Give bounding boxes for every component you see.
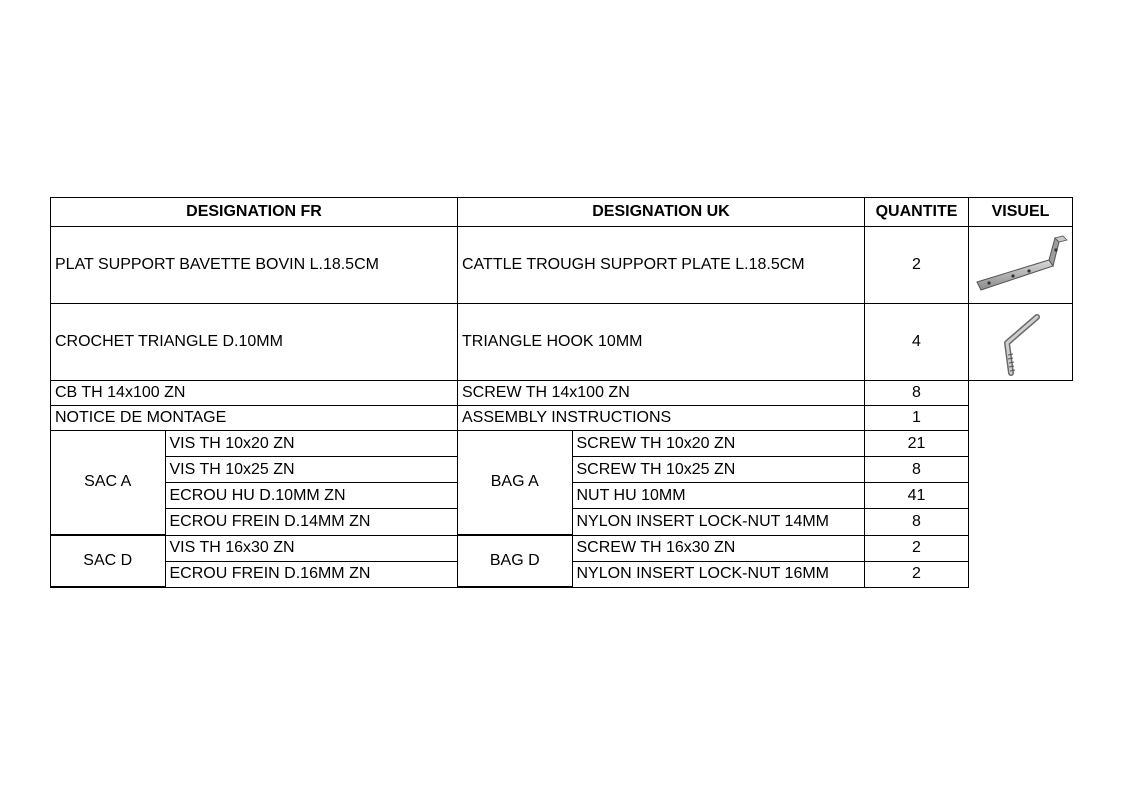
visual-cell bbox=[969, 304, 1073, 381]
quantity: 21 bbox=[865, 431, 968, 457]
visual-cell bbox=[969, 227, 1073, 304]
designation-fr: PLAT SUPPORT BAVETTE BOVIN L.18.5CM bbox=[51, 227, 458, 304]
designation-fr: NOTICE DE MONTAGE bbox=[51, 406, 458, 431]
header-designation-uk: DESIGNATION UK bbox=[458, 198, 865, 227]
bracket-plate-icon bbox=[971, 230, 1071, 300]
empty-cell bbox=[969, 431, 1073, 536]
bag-uk-cell bbox=[458, 535, 865, 588]
table-row bbox=[51, 406, 1073, 431]
bag-item-fr: VIS TH 10x20 ZN bbox=[165, 431, 457, 457]
bag-row bbox=[51, 535, 1073, 588]
bag-uk-cell bbox=[458, 431, 865, 536]
bag-uk-table bbox=[458, 536, 864, 588]
empty-cell bbox=[969, 381, 1073, 406]
designation-uk: SCREW TH 14x100 ZN bbox=[458, 381, 865, 406]
quantity: 2 bbox=[865, 536, 968, 562]
header-designation-fr: DESIGNATION FR bbox=[51, 198, 458, 227]
table-row bbox=[51, 227, 1073, 304]
bag-fr-cell bbox=[51, 535, 458, 588]
quantity: 8 bbox=[865, 509, 968, 535]
parts-list-table bbox=[50, 197, 1073, 588]
designation-fr: CB TH 14x100 ZN bbox=[51, 381, 458, 406]
header-visual: VISUEL bbox=[969, 198, 1073, 227]
bag-row bbox=[51, 431, 1073, 536]
bag-qty-cell bbox=[865, 431, 969, 536]
bag-item-uk: SCREW TH 10x25 ZN bbox=[572, 457, 864, 483]
quantity: 41 bbox=[865, 483, 968, 509]
bag-qty-table bbox=[865, 536, 968, 587]
bag-fr-table bbox=[51, 431, 457, 535]
bag-item-uk: SCREW TH 10x20 ZN bbox=[572, 431, 864, 457]
bag-item-fr: VIS TH 16x30 ZN bbox=[165, 536, 457, 562]
bag-name-uk: BAG A bbox=[458, 431, 572, 534]
table-row bbox=[51, 381, 1073, 406]
designation-fr: CROCHET TRIANGLE D.10MM bbox=[51, 304, 458, 381]
table-row bbox=[51, 304, 1073, 381]
empty-cell bbox=[969, 535, 1073, 588]
bag-qty-table bbox=[865, 431, 968, 534]
bag-qty-cell bbox=[865, 535, 969, 588]
quantity: 1 bbox=[865, 406, 969, 431]
hook-icon bbox=[971, 307, 1071, 377]
quantity: 4 bbox=[865, 304, 969, 381]
quantity: 2 bbox=[865, 561, 968, 587]
designation-uk: ASSEMBLY INSTRUCTIONS bbox=[458, 406, 865, 431]
bag-fr-table bbox=[51, 536, 457, 588]
header-quantity: QUANTITE bbox=[865, 198, 969, 227]
bag-item-uk: SCREW TH 16x30 ZN bbox=[572, 536, 864, 562]
bag-item-fr: ECROU FREIN D.14MM ZN bbox=[165, 509, 457, 535]
header-row bbox=[51, 198, 1073, 227]
bag-item-fr: ECROU FREIN D.16MM ZN bbox=[165, 561, 457, 587]
quantity: 8 bbox=[865, 457, 968, 483]
bag-item-uk: NYLON INSERT LOCK-NUT 14MM bbox=[572, 509, 864, 535]
designation-uk: TRIANGLE HOOK 10MM bbox=[458, 304, 865, 381]
bag-name-fr: SAC A bbox=[51, 431, 165, 534]
empty-cell bbox=[969, 406, 1073, 431]
bag-uk-table bbox=[458, 431, 864, 535]
bag-name-fr: SAC D bbox=[51, 536, 165, 587]
bag-item-fr: ECROU HU D.10MM ZN bbox=[165, 483, 457, 509]
bag-item-uk: NUT HU 10MM bbox=[572, 483, 864, 509]
bag-item-uk: NYLON INSERT LOCK-NUT 16MM bbox=[572, 561, 864, 587]
bag-item-fr: VIS TH 10x25 ZN bbox=[165, 457, 457, 483]
quantity: 8 bbox=[865, 381, 969, 406]
designation-uk: CATTLE TROUGH SUPPORT PLATE L.18.5CM bbox=[458, 227, 865, 304]
bag-fr-cell bbox=[51, 431, 458, 536]
quantity: 2 bbox=[865, 227, 969, 304]
bag-name-uk: BAG D bbox=[458, 536, 572, 587]
